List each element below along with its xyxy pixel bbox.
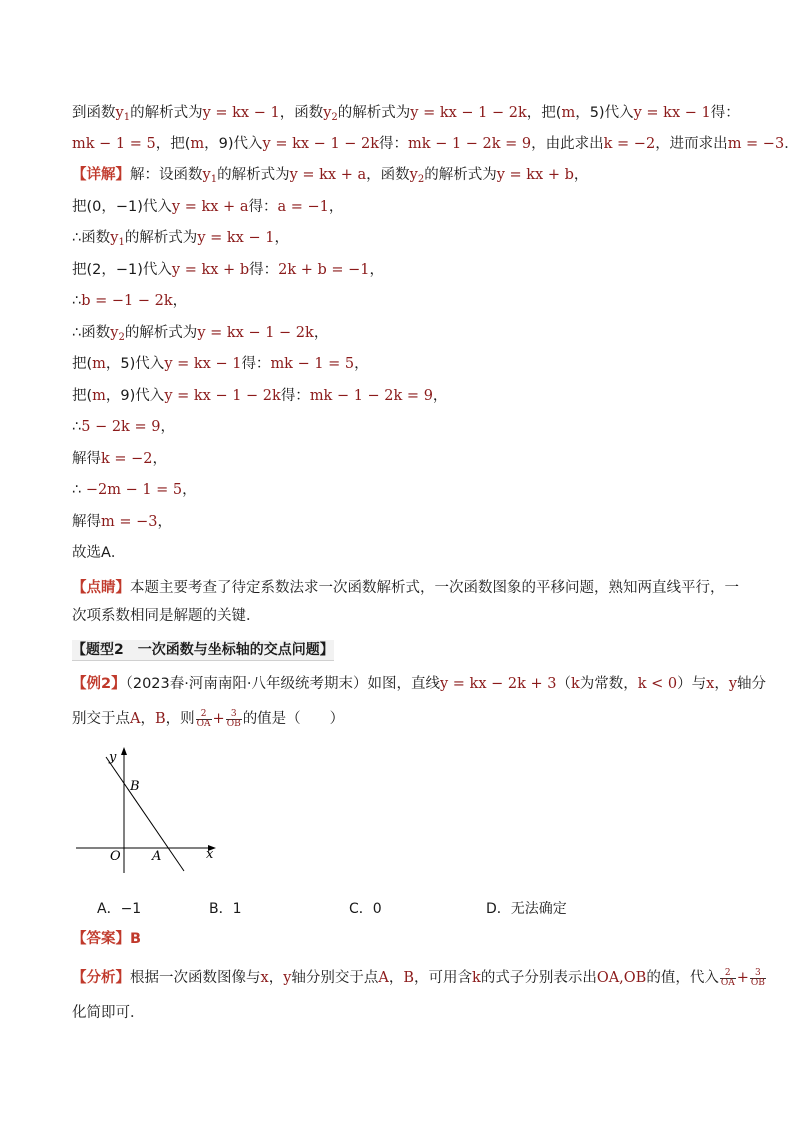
example-line-2: 别交于点A，B，则 $\frac{2}{OA}$ + $\frac{3}{OB}$ 的值是（ ）	[72, 708, 345, 729]
option-b[interactable]: B．1	[209, 901, 242, 917]
analysis-tag: 【分析】	[72, 970, 130, 986]
detail-line-8: 把(m，9)代入y = kx − 1 − 2k得：mk − 1 − 2k = 9，	[72, 388, 448, 404]
origin-label: O	[110, 849, 121, 864]
detail-line-5: ∴b = −1 − 2k，	[72, 293, 188, 309]
x-axis-label: x	[206, 847, 214, 862]
detail-line-9: ∴5 − 2k = 9，	[72, 419, 175, 435]
option-c[interactable]: C．0	[349, 901, 382, 917]
analysis-cont-line-1: 到函数$y_1$的解析式为y = kx − 1，函数$y_2$的解析式为y = kx − 1 − 2k，把(m，5)代入y = kx − 1得：	[72, 105, 740, 123]
fraction-3-over-ob: $\frac{3}{OB}$	[226, 708, 241, 729]
detail-line-12: 解得m = −3，	[72, 514, 172, 530]
comment-line-1: 【点睛】本题主要考查了待定系数法求一次函数解析式，一次函数图象的平移问题，熟知两直线平行，一	[72, 580, 739, 596]
detail-tag: 【详解】	[72, 167, 130, 183]
y-axis-arrow	[121, 747, 127, 755]
detail-line-13: 故选A．	[72, 545, 126, 561]
comment-line-2: 次项系数相同是解题的关键．	[72, 608, 261, 624]
detail-line-3: ∴函数$y_1$的解析式为y = kx − 1，	[72, 230, 289, 248]
analysis-line-2: 化简即可．	[72, 1005, 145, 1021]
analysis-fraction-3-over-ob: $\frac{3}{OB}$	[750, 967, 765, 988]
example-tag: 【例2】	[72, 676, 126, 692]
answer-line	[72, 929, 141, 949]
detail-line-1: 【详解】解：设函数$y_1$的解析式为y = kx + a，函数$y_2$的解析式为y = kx + b，	[72, 167, 589, 185]
section-title: 【题型2 一次函数与坐标轴的交点问题】	[72, 642, 334, 658]
point-b-label: B	[130, 779, 140, 794]
detail-line-10: 解得k = −2，	[72, 451, 168, 467]
option-d[interactable]: D．无法确定	[486, 901, 567, 917]
detail-line-4: 把(2，−1)代入y = kx + b得：2k + b = −1，	[72, 262, 385, 278]
fraction-2-over-oa: $\frac{2}{OA}$	[196, 708, 211, 729]
comment-tag: 【点睛】	[72, 580, 130, 596]
answer-value: B	[130, 931, 142, 947]
analysis-line-1: 【分析】根据一次函数图像与x，y轴分别交于点A，B，可用含k的式子分别表示出OA,OB的值，代入 $\frac{2}{OA}$ + $\frac{3}{OB}$	[72, 967, 765, 988]
line-graph-figure	[72, 745, 232, 880]
analysis-cont-line-2: mk − 1 = 5，把(m，9)代入y = kx − 1 − 2k得：mk − 1 − 2k = 9，由此求出k = −2，进而求出m = −3．	[72, 136, 799, 152]
detail-line-2: 把(0，−1)代入y = kx + a得：a = −1，	[72, 199, 344, 215]
y-axis-label: y	[109, 750, 117, 765]
detail-line-7: 把(m，5)代入y = kx − 1得：mk − 1 = 5，	[72, 356, 369, 372]
detail-line-6: ∴函数$y_2$的解析式为y = kx − 1 − 2k，	[72, 325, 329, 343]
answer-tag: 【答案】	[72, 931, 130, 947]
option-a[interactable]: A．−1	[97, 901, 142, 917]
point-a-label: A	[152, 849, 162, 864]
example-line-1: 【例2】（2023春·河南南阳·八年级统考期末）如图，直线y = kx − 2k + 3（k为常数，k < 0）与x，y轴分	[72, 676, 767, 692]
analysis-fraction-2-over-oa: $\frac{2}{OA}$	[720, 967, 735, 988]
detail-line-11: ∴ −2m − 1 = 5，	[72, 482, 197, 498]
